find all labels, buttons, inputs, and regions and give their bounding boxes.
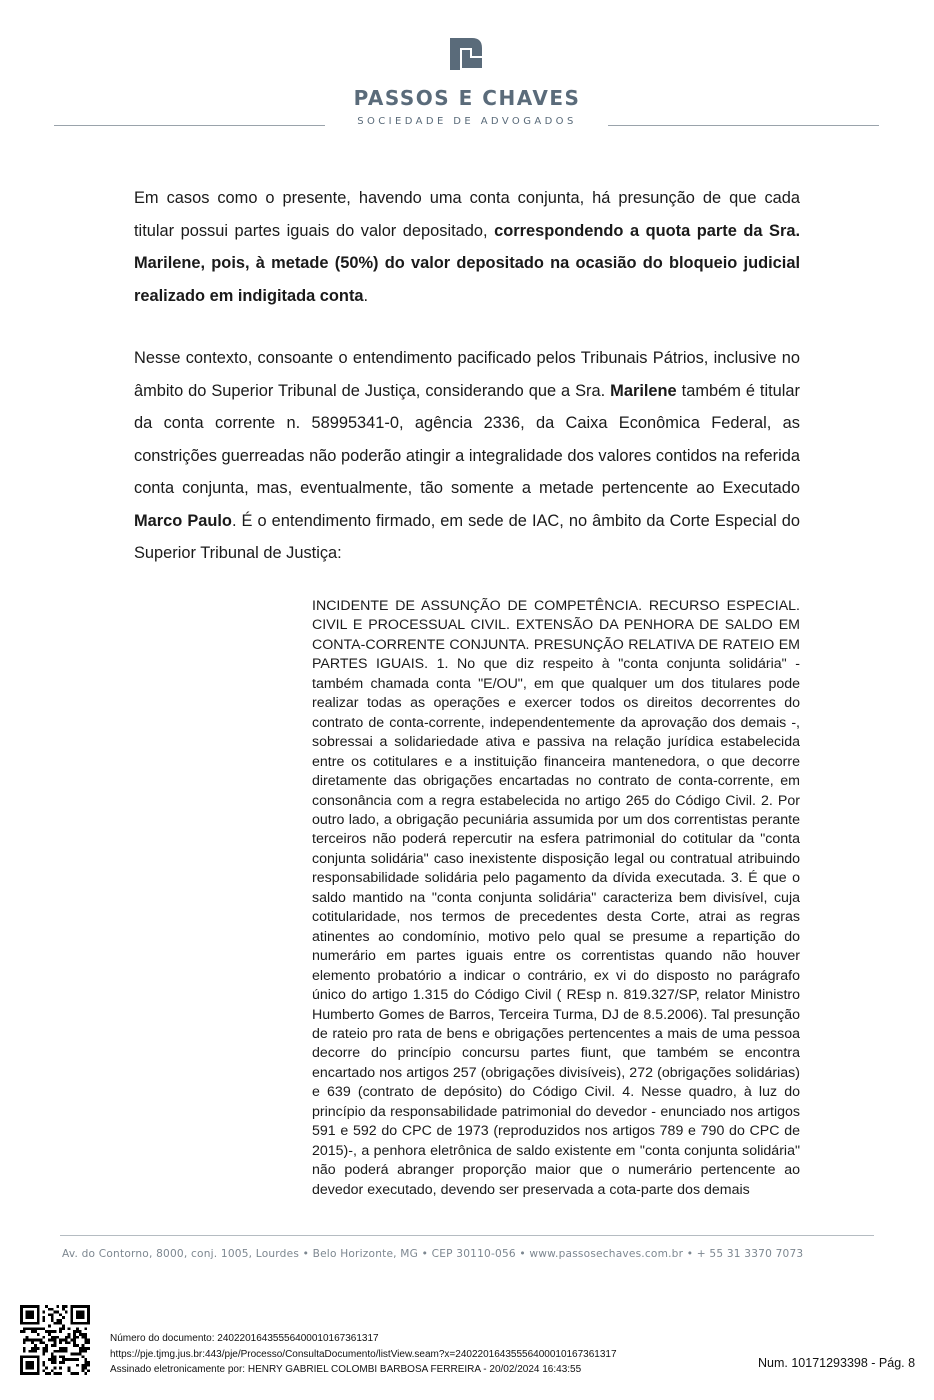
body-text: Em casos como o presente, havendo uma conta conjunta, há presunção de que cada titular possui partes iguais do valor depositado, [134,189,800,240]
body-text: também é titular da conta corrente n. 58995341-0, agência 2336, da Caixa Econômica Federal, as constrições guerreadas não poderão atingir a integralidade dos valores contidos na referida conta conjunta, mas, eventualmente, tão somente a metade pertencente ao Executado [134,381,800,497]
document-url[interactable]: https://pje.tjmg.jus.br:443/pje/Processo/ConsultaDocumento/listView.seam?x=24022016435556400010167361317 [110,1348,617,1360]
body-text: . [363,286,369,305]
firm-name: PASSOS E CHAVES [353,86,581,110]
jurisprudence-quote: INCIDENTE DE ASSUNÇÃO DE COMPETÊNCIA. RECURSO ESPECIAL. CIVIL E PROCESSUAL CIVIL. EXTENSÃO DA PENHORA DE SALDO EM CONTA-CORRENTE CONJUNTA. PRESUNÇÃO RELATIVA DE RATEIO EM PARTES IGUAIS. 1. No que diz respeito à "conta conjunta solidária" - também chamada conta "E/OU", em que qualquer um dos titulares pode realizar todas as operações e exercer todos os direitos decorrentes do contrato de conta-corrente, independentemente da aprovação dos demais -, sobressai a solidariedade ativa e passiva na relação jurídica estabelecida entre os cotitulares e a instituição financeira mantenedora, o que decorre diretamente das obrigações encartadas no contrato de conta-corrente, em consonância com a regra estabelecida no artigo 265 do Código Civil. 2. Por outro lado, a obrigação pecuniária assumida por um dos correntistas perante terceiros não poderá repercutir na esfera patrimonial do cotitular da "conta conjunta solidária" caso inexistente disposição legal ou contratual atribuindo responsabilidade solidária pelo pagamento da dívida executada. 3. É que o saldo mantido na "conta conjunta solidária" caracteriza bem divisível, cuja cotitularidade, nos termos de precedentes desta Corte, atrai as regras atinentes ao condomínio, motivo pelo qual se presume a repartição do numerário em partes iguais entre os correntistas quando não houver elemento probatório a indicar o contrário, ex vi do disposto no parágrafo único do artigo 1.315 do Código Civil ( REsp n. 819.327/SP, relator Ministro Humberto Gomes de Barros, Terceira Turma, DJ de 8.5.2006). Tal presunção de rateio pro rata de bens e obrigações pertencentes a mais de uma pessoa decorre do princípio concursu partes fiunt, que também se encontra encartado nos artigos 257 (obrigações divisíveis), 272 (obrigações solidárias) e 639 (contrato de depósito) do Código Civil. 4. Nesse quadro, à luz do princípio da responsabilidade patrimonial do devedor - enunciado nos artigos 591 e 592 do CPC de 1973 (reproduzidos nos artigos 789 e 790 do CPC de 2015)-, a penhora eletrônica de saldo existente em "conta conjunta solidária" não poderá abranger proporção maior que o numerário pertencente ao devedor executado, devendo ser preservada a cota-parte dos demais [312,598,800,1198]
qr-code-icon [20,1305,90,1375]
footer-divider [60,1235,874,1236]
footer-address: Av. do Contorno, 8000, conj. 1005, Lourdes • Belo Horizonte, MG • CEP 30110-056 • www.passosechaves.com.br • + 55 31 3370 7073 [62,1248,804,1260]
paragraph-text [134,342,800,570]
emphasis-text: Marco Paulo [134,511,232,530]
signed-by: Assinado eletronicamente por: HENRY GABRIEL COLOMBI BARBOSA FERREIRA - 20/02/2024 16:43:55 [110,1364,582,1375]
page-number: Num. 10171293398 - Pág. 8 [758,1356,916,1370]
document-number: Número do documento: 24022016435556400010167361317 [110,1333,379,1344]
emphasis-text: Marilene [610,381,677,400]
header-divider-right [608,125,879,126]
body-text: . É o entendimento firmado, em sede de IAC, no âmbito da Corte Especial do Superior Tribunal de Justiça: [134,511,800,562]
signature-block [110,1331,617,1378]
letterhead [0,0,934,140]
emphasis-text: correspondendo a quota parte da Sra. Marilene, pois, à metade (50%) do valor depositado na ocasião do bloqueio judicial realizado em indigitada conta [134,221,800,305]
paragraph-contexto [134,342,800,570]
paragraph-quota-parte [134,182,800,312]
body-text: Nesse contexto, consoante o entendimento pacificado pelos Tribunais Pátrios, inclusive no âmbito do Superior Tribunal de Justiça, considerando que a Sra. [134,349,800,400]
firm-subtitle: SOCIEDADE DE ADVOGADOS [357,116,577,127]
paragraph-text [134,182,800,312]
firm-logo-icon [448,36,484,70]
